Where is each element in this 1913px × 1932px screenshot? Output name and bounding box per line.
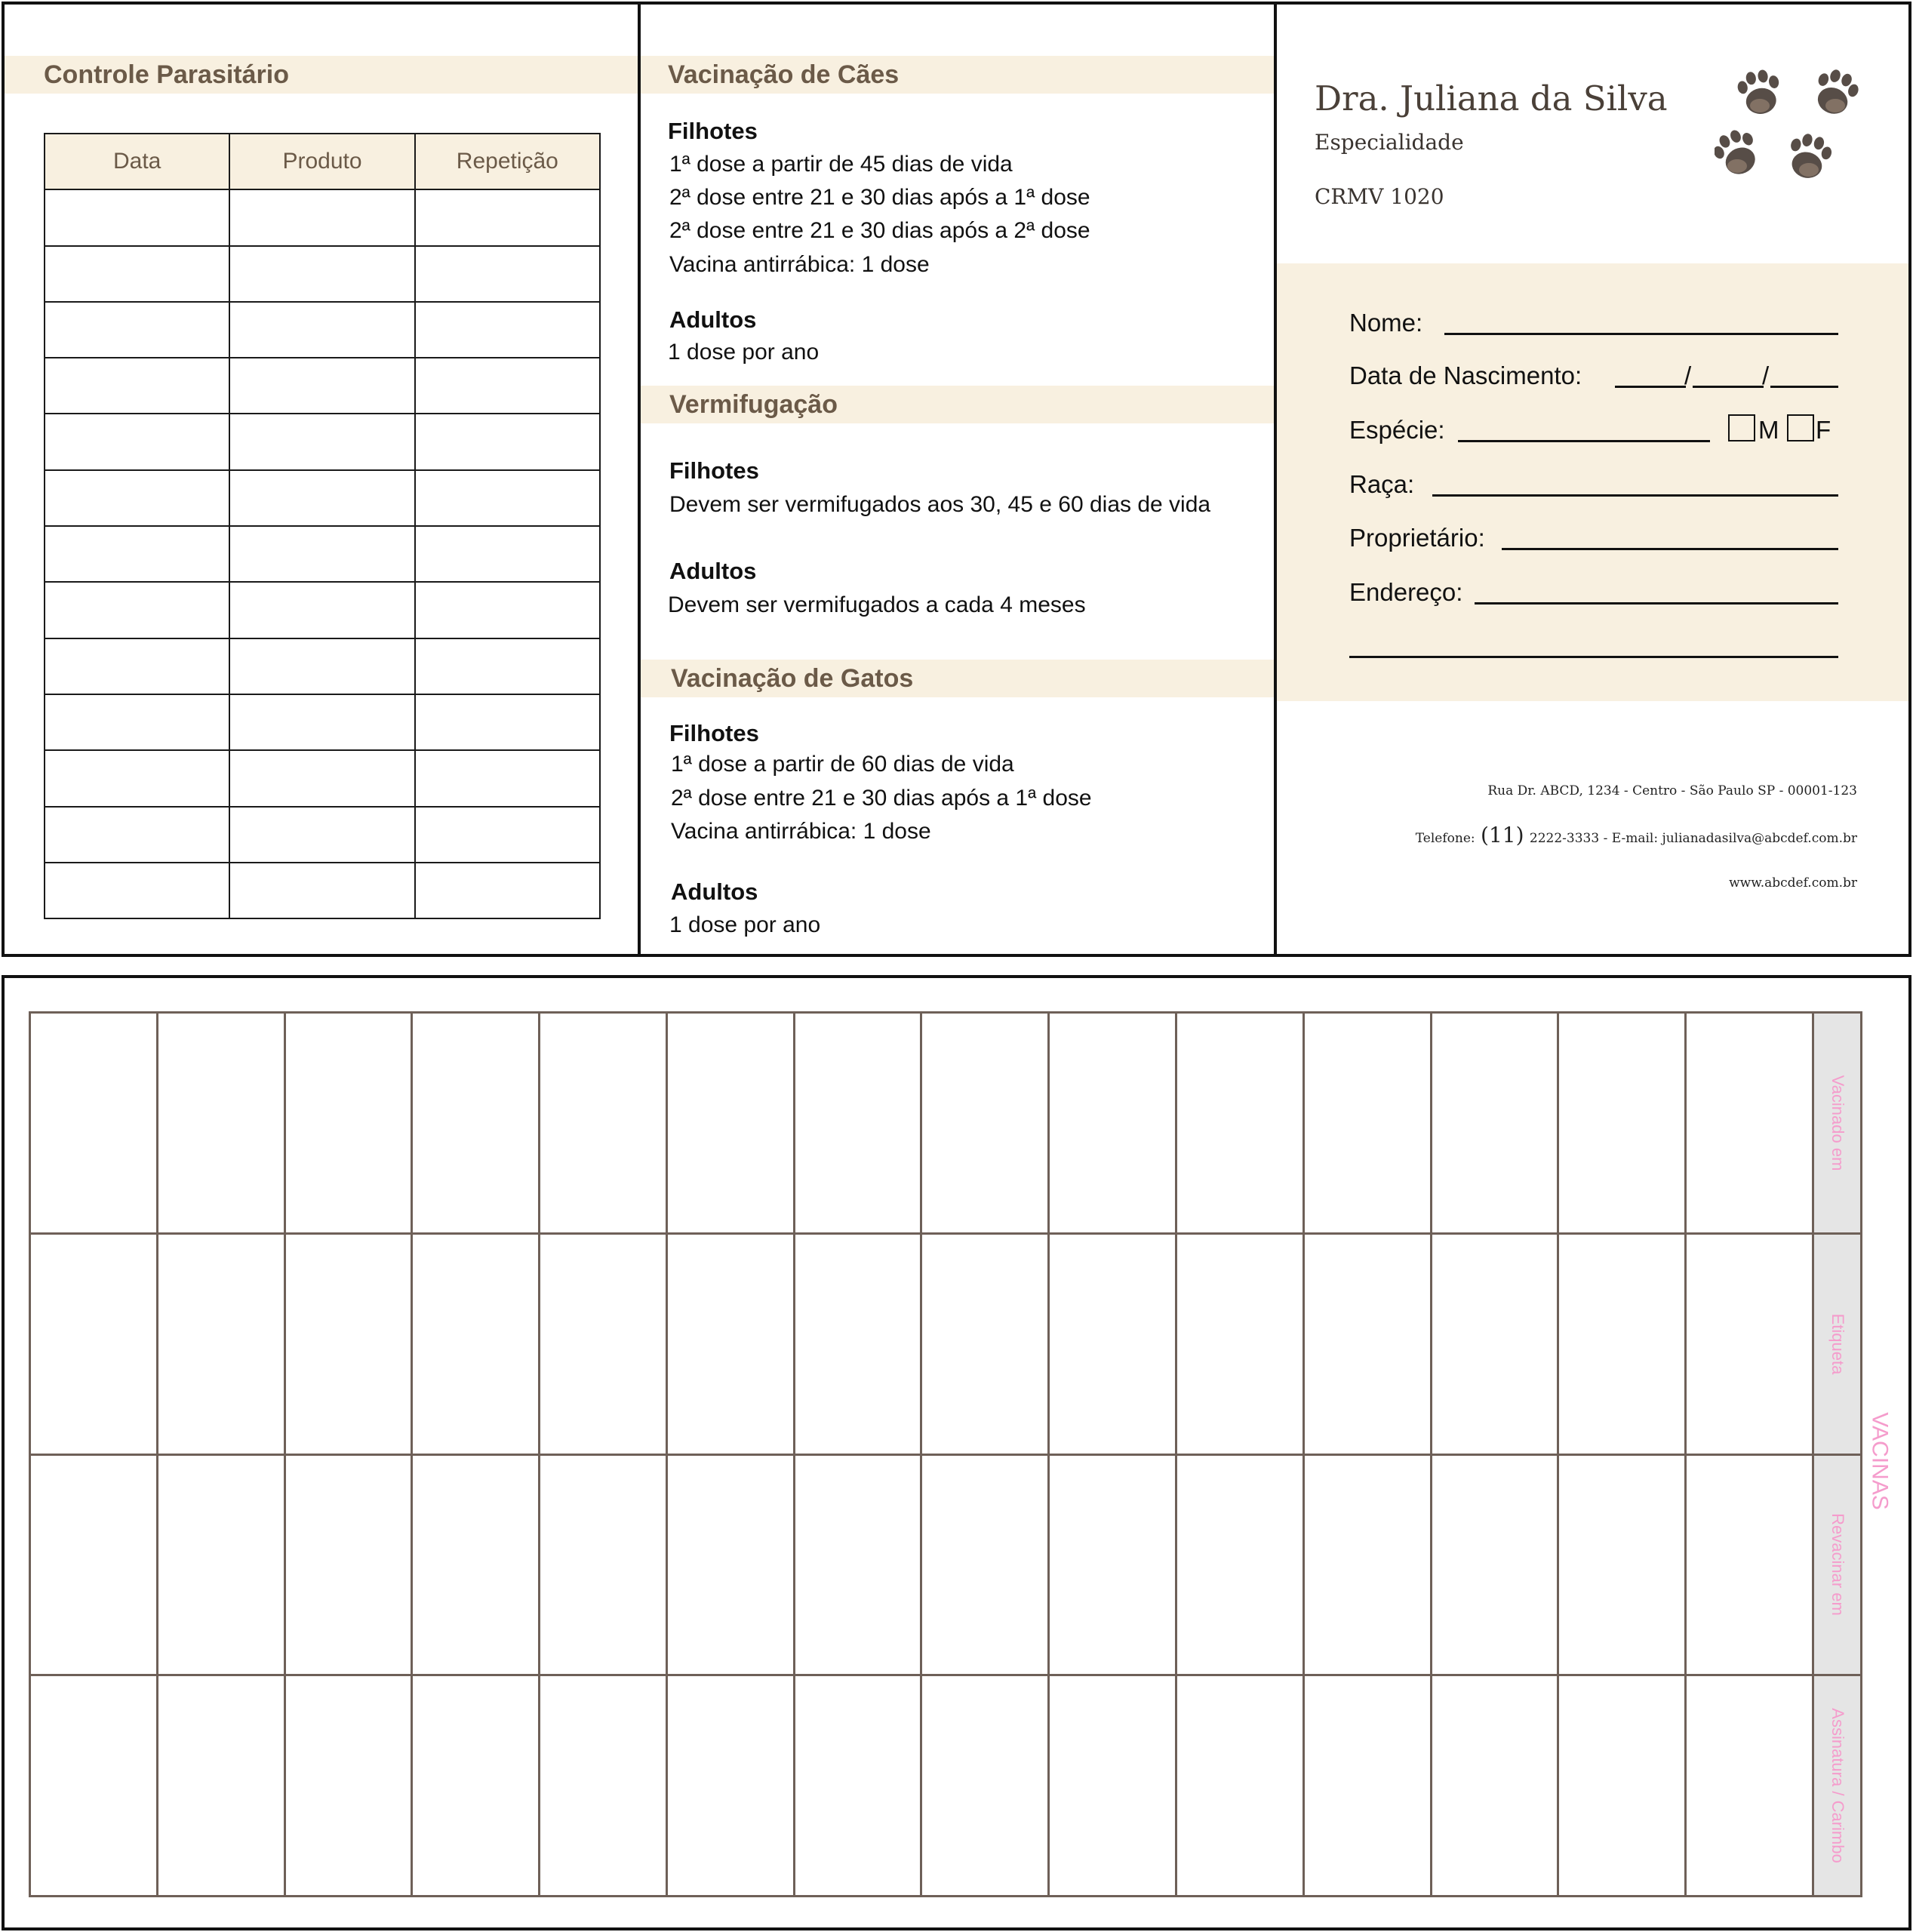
repetition-cell[interactable] bbox=[415, 694, 600, 750]
parasite-control-panel bbox=[5, 5, 641, 954]
vaccine-cell[interactable] bbox=[921, 1454, 1049, 1675]
vaccine-row-label-cell bbox=[1813, 1675, 1862, 1897]
date-cell[interactable] bbox=[45, 526, 229, 582]
deworm-puppies-label: Filhotes bbox=[669, 457, 759, 484]
vaccine-cell[interactable] bbox=[1431, 1013, 1558, 1234]
parasite-row bbox=[45, 694, 600, 750]
repetition-cell[interactable] bbox=[415, 358, 600, 414]
vaccine-cell[interactable] bbox=[666, 1013, 794, 1234]
vaccine-cell[interactable] bbox=[1049, 1233, 1176, 1454]
dog-puppies-line: 1ª dose a partir de 45 dias de vida bbox=[669, 152, 1013, 177]
repetition-cell[interactable] bbox=[415, 582, 600, 638]
date-cell[interactable] bbox=[45, 638, 229, 694]
cat-puppies-line: 1ª dose a partir de 60 dias de vida bbox=[671, 752, 1014, 777]
vaccine-row-label-cell bbox=[1813, 1013, 1862, 1234]
name-field[interactable] bbox=[1444, 333, 1838, 335]
product-cell[interactable] bbox=[229, 414, 414, 469]
vaccine-cell[interactable] bbox=[1049, 1675, 1176, 1897]
date-cell[interactable] bbox=[45, 582, 229, 638]
cat-adults-label: Adultos bbox=[671, 878, 758, 905]
vaccine-cell[interactable] bbox=[284, 1013, 412, 1234]
vaccine-cell[interactable] bbox=[1558, 1675, 1686, 1897]
dog-vaccination-title: Vacinação de Cães bbox=[641, 56, 1274, 94]
vaccine-cell[interactable] bbox=[284, 1675, 412, 1897]
vaccine-cell[interactable] bbox=[284, 1454, 412, 1675]
phone-area-code: (11) bbox=[1481, 823, 1524, 848]
vaccine-cell[interactable] bbox=[666, 1675, 794, 1897]
species-field[interactable] bbox=[1458, 440, 1710, 442]
vaccine-cell[interactable] bbox=[30, 1675, 158, 1897]
repetition-cell[interactable] bbox=[415, 807, 600, 863]
vaccine-cell[interactable] bbox=[921, 1233, 1049, 1454]
dog-puppies-line: 2ª dose entre 21 e 30 dias após a 2ª dose bbox=[669, 218, 1090, 243]
repetition-cell[interactable] bbox=[415, 638, 600, 694]
vaccine-cell[interactable] bbox=[30, 1454, 158, 1675]
clinic-contact-line bbox=[1416, 823, 1857, 848]
female-checkbox[interactable] bbox=[1787, 414, 1814, 441]
address-field[interactable] bbox=[1475, 602, 1838, 605]
vaccine-cell[interactable] bbox=[1049, 1454, 1176, 1675]
birth-day-field[interactable] bbox=[1615, 386, 1686, 388]
parasite-row bbox=[45, 807, 600, 863]
vaccine-row bbox=[30, 1013, 1862, 1234]
parasite-row bbox=[45, 246, 600, 302]
product-cell[interactable] bbox=[229, 302, 414, 358]
vaccine-cell[interactable] bbox=[1303, 1675, 1431, 1897]
product-cell[interactable] bbox=[229, 807, 414, 863]
breed-label: Raça: bbox=[1349, 470, 1415, 498]
parasite-row bbox=[45, 526, 600, 582]
vaccine-cell[interactable] bbox=[1176, 1675, 1304, 1897]
vaccine-cell[interactable] bbox=[412, 1675, 540, 1897]
product-cell[interactable] bbox=[229, 470, 414, 526]
vaccine-cell[interactable] bbox=[1686, 1233, 1813, 1454]
repetition-cell[interactable] bbox=[415, 470, 600, 526]
dog-puppies-line: 2ª dose entre 21 e 30 dias após a 1ª dose bbox=[669, 185, 1090, 210]
vaccine-cell[interactable] bbox=[540, 1675, 667, 1897]
deworm-puppies-line: Devem ser vermifugados aos 30, 45 e 60 dias de vida bbox=[669, 492, 1211, 517]
dog-adults-line: 1 dose por ano bbox=[668, 340, 820, 365]
vaccine-cell[interactable] bbox=[540, 1013, 667, 1234]
birth-date-label: Data de Nascimento: bbox=[1349, 361, 1582, 389]
date-cell[interactable] bbox=[45, 358, 229, 414]
birth-month-field[interactable] bbox=[1693, 386, 1764, 388]
parasite-row bbox=[45, 302, 600, 358]
vaccine-cell[interactable] bbox=[1686, 1454, 1813, 1675]
paw-icon bbox=[1715, 125, 1764, 181]
repetition-cell[interactable] bbox=[415, 526, 600, 582]
date-cell[interactable] bbox=[45, 302, 229, 358]
species-label: Espécie: bbox=[1349, 416, 1445, 444]
column-header-product: Produto bbox=[229, 134, 414, 189]
vaccine-cell[interactable] bbox=[1558, 1013, 1686, 1234]
vaccine-cell[interactable] bbox=[412, 1013, 540, 1234]
parasite-row bbox=[45, 189, 600, 245]
vaccine-cell[interactable] bbox=[157, 1675, 284, 1897]
parasite-row bbox=[45, 414, 600, 469]
pet-registration-form bbox=[1277, 263, 1908, 701]
address-label: Endereço: bbox=[1349, 578, 1463, 606]
male-label: M bbox=[1758, 416, 1779, 444]
doctor-specialty: Especialidade bbox=[1315, 130, 1464, 155]
vaccine-cell[interactable] bbox=[412, 1233, 540, 1454]
product-cell[interactable] bbox=[229, 863, 414, 918]
vaccine-cell[interactable] bbox=[1176, 1013, 1304, 1234]
repetition-cell[interactable] bbox=[415, 414, 600, 469]
vaccine-row bbox=[30, 1675, 1862, 1897]
vaccine-cell[interactable] bbox=[540, 1454, 667, 1675]
date-cell[interactable] bbox=[45, 863, 229, 918]
doctor-crmv: CRMV 1020 bbox=[1315, 184, 1444, 209]
product-cell[interactable] bbox=[229, 358, 414, 414]
date-cell[interactable] bbox=[45, 807, 229, 863]
vaccine-row-label: Vacinado em bbox=[1828, 1075, 1847, 1171]
repetition-cell[interactable] bbox=[415, 246, 600, 302]
vaccines-title bbox=[1850, 1401, 1910, 1521]
column-header-repetition: Repetição bbox=[415, 134, 600, 189]
vaccine-cell[interactable] bbox=[1431, 1454, 1558, 1675]
vaccine-cell[interactable] bbox=[30, 1013, 158, 1234]
vaccine-row-label: Etiqueta bbox=[1828, 1313, 1847, 1374]
date-cell[interactable] bbox=[45, 694, 229, 750]
vaccine-record-grid bbox=[29, 1011, 1862, 1897]
birth-date-separator: / bbox=[1762, 361, 1770, 389]
vaccine-cell[interactable] bbox=[157, 1233, 284, 1454]
phone-prefix: Telefone: bbox=[1415, 831, 1475, 846]
vaccine-cell[interactable] bbox=[921, 1675, 1049, 1897]
product-cell[interactable] bbox=[229, 246, 414, 302]
cat-puppies-label: Filhotes bbox=[669, 720, 759, 746]
vaccination-card-front bbox=[2, 2, 1911, 957]
vaccine-cell[interactable] bbox=[157, 1454, 284, 1675]
parasite-header-row bbox=[45, 134, 600, 189]
vaccine-cell[interactable] bbox=[1303, 1233, 1431, 1454]
birth-year-field[interactable] bbox=[1770, 386, 1838, 388]
date-cell[interactable] bbox=[45, 189, 229, 245]
parasite-row bbox=[45, 358, 600, 414]
vaccination-card-back bbox=[2, 975, 1911, 1930]
vaccine-cell[interactable] bbox=[1303, 1013, 1431, 1234]
parasite-title: Controle Parasitário bbox=[5, 56, 638, 94]
vaccine-cell[interactable] bbox=[1558, 1454, 1686, 1675]
owner-label: Proprietário: bbox=[1349, 524, 1485, 552]
phone-and-email: 2222-3333 - E-mail: julianadasilva@abcdef.com.br bbox=[1529, 831, 1857, 846]
vaccine-row-label: Revacinar em bbox=[1828, 1513, 1847, 1617]
vaccine-cell[interactable] bbox=[794, 1454, 921, 1675]
breed-field[interactable] bbox=[1432, 494, 1838, 497]
vaccine-cell[interactable] bbox=[540, 1233, 667, 1454]
address-field-line-2[interactable] bbox=[1349, 656, 1838, 658]
product-cell[interactable] bbox=[229, 526, 414, 582]
deworm-adults-line: Devem ser vermifugados a cada 4 meses bbox=[668, 592, 1086, 617]
parasite-row bbox=[45, 750, 600, 806]
vaccine-cell[interactable] bbox=[1303, 1454, 1431, 1675]
parasite-table bbox=[44, 133, 601, 919]
vaccine-cell[interactable] bbox=[666, 1454, 794, 1675]
dog-puppies-label: Filhotes bbox=[668, 118, 758, 144]
owner-field[interactable] bbox=[1502, 548, 1838, 550]
repetition-cell[interactable] bbox=[415, 863, 600, 918]
vaccine-cell[interactable] bbox=[1431, 1233, 1558, 1454]
dog-puppies-line: Vacina antirrábica: 1 dose bbox=[669, 252, 930, 277]
vaccine-row-label: Assinatura / Carimbo bbox=[1828, 1708, 1847, 1863]
male-checkbox[interactable] bbox=[1728, 414, 1755, 441]
vaccine-cell[interactable] bbox=[30, 1233, 158, 1454]
product-cell[interactable] bbox=[229, 750, 414, 806]
date-cell[interactable] bbox=[45, 414, 229, 469]
female-label: F bbox=[1816, 416, 1831, 444]
deworming-title: Vermifugação bbox=[641, 386, 1274, 423]
vaccine-cell[interactable] bbox=[1686, 1013, 1813, 1234]
parasite-row bbox=[45, 582, 600, 638]
repetition-cell[interactable] bbox=[415, 189, 600, 245]
cat-puppies-line: Vacina antirrábica: 1 dose bbox=[671, 819, 931, 844]
vaccine-cell[interactable] bbox=[794, 1013, 921, 1234]
repetition-cell[interactable] bbox=[415, 750, 600, 806]
vaccines-title-text: VACINAS bbox=[1868, 1412, 1893, 1510]
date-cell[interactable] bbox=[45, 470, 229, 526]
vaccine-cell[interactable] bbox=[1049, 1013, 1176, 1234]
deworm-adults-label: Adultos bbox=[669, 558, 757, 584]
pet-info-panel bbox=[1277, 5, 1908, 954]
vaccine-cell[interactable] bbox=[284, 1233, 412, 1454]
vaccine-cell[interactable] bbox=[412, 1454, 540, 1675]
vaccine-cell[interactable] bbox=[794, 1675, 921, 1897]
product-cell[interactable] bbox=[229, 638, 414, 694]
column-header-date: Data bbox=[45, 134, 229, 189]
vaccine-cell[interactable] bbox=[1431, 1675, 1558, 1897]
product-cell[interactable] bbox=[229, 189, 414, 245]
dog-adults-label: Adultos bbox=[669, 306, 757, 333]
vaccine-cell[interactable] bbox=[921, 1013, 1049, 1234]
parasite-row bbox=[45, 470, 600, 526]
guidelines-panel bbox=[641, 5, 1277, 954]
vaccine-row bbox=[30, 1233, 1862, 1454]
vaccine-cell[interactable] bbox=[1558, 1233, 1686, 1454]
vaccine-cell[interactable] bbox=[1686, 1675, 1813, 1897]
clinic-website: www.abcdef.com.br bbox=[1729, 875, 1857, 891]
vaccine-row bbox=[30, 1454, 1862, 1675]
cat-adults-line: 1 dose por ano bbox=[669, 912, 821, 937]
cat-vaccination-title: Vacinação de Gatos bbox=[641, 660, 1274, 697]
parasite-row bbox=[45, 638, 600, 694]
clinic-address: Rua Dr. ABCD, 1234 - Centro - São Paulo SP - 00001-123 bbox=[1487, 783, 1857, 798]
vaccine-cell[interactable] bbox=[666, 1233, 794, 1454]
parasite-row bbox=[45, 863, 600, 918]
vaccine-cell[interactable] bbox=[157, 1013, 284, 1234]
paw-prints-logo bbox=[1715, 63, 1873, 192]
date-cell[interactable] bbox=[45, 246, 229, 302]
product-cell[interactable] bbox=[229, 694, 414, 750]
vaccine-cell[interactable] bbox=[794, 1233, 921, 1454]
date-cell[interactable] bbox=[45, 750, 229, 806]
name-label: Nome: bbox=[1349, 309, 1423, 337]
birth-date-separator: / bbox=[1684, 361, 1692, 389]
doctor-name: Dra. Juliana da Silva bbox=[1315, 78, 1668, 118]
product-cell[interactable] bbox=[229, 582, 414, 638]
repetition-cell[interactable] bbox=[415, 302, 600, 358]
vaccine-cell[interactable] bbox=[1176, 1454, 1304, 1675]
cat-puppies-line: 2ª dose entre 21 e 30 dias após a 1ª dose bbox=[671, 786, 1092, 811]
vaccine-cell[interactable] bbox=[1176, 1233, 1304, 1454]
